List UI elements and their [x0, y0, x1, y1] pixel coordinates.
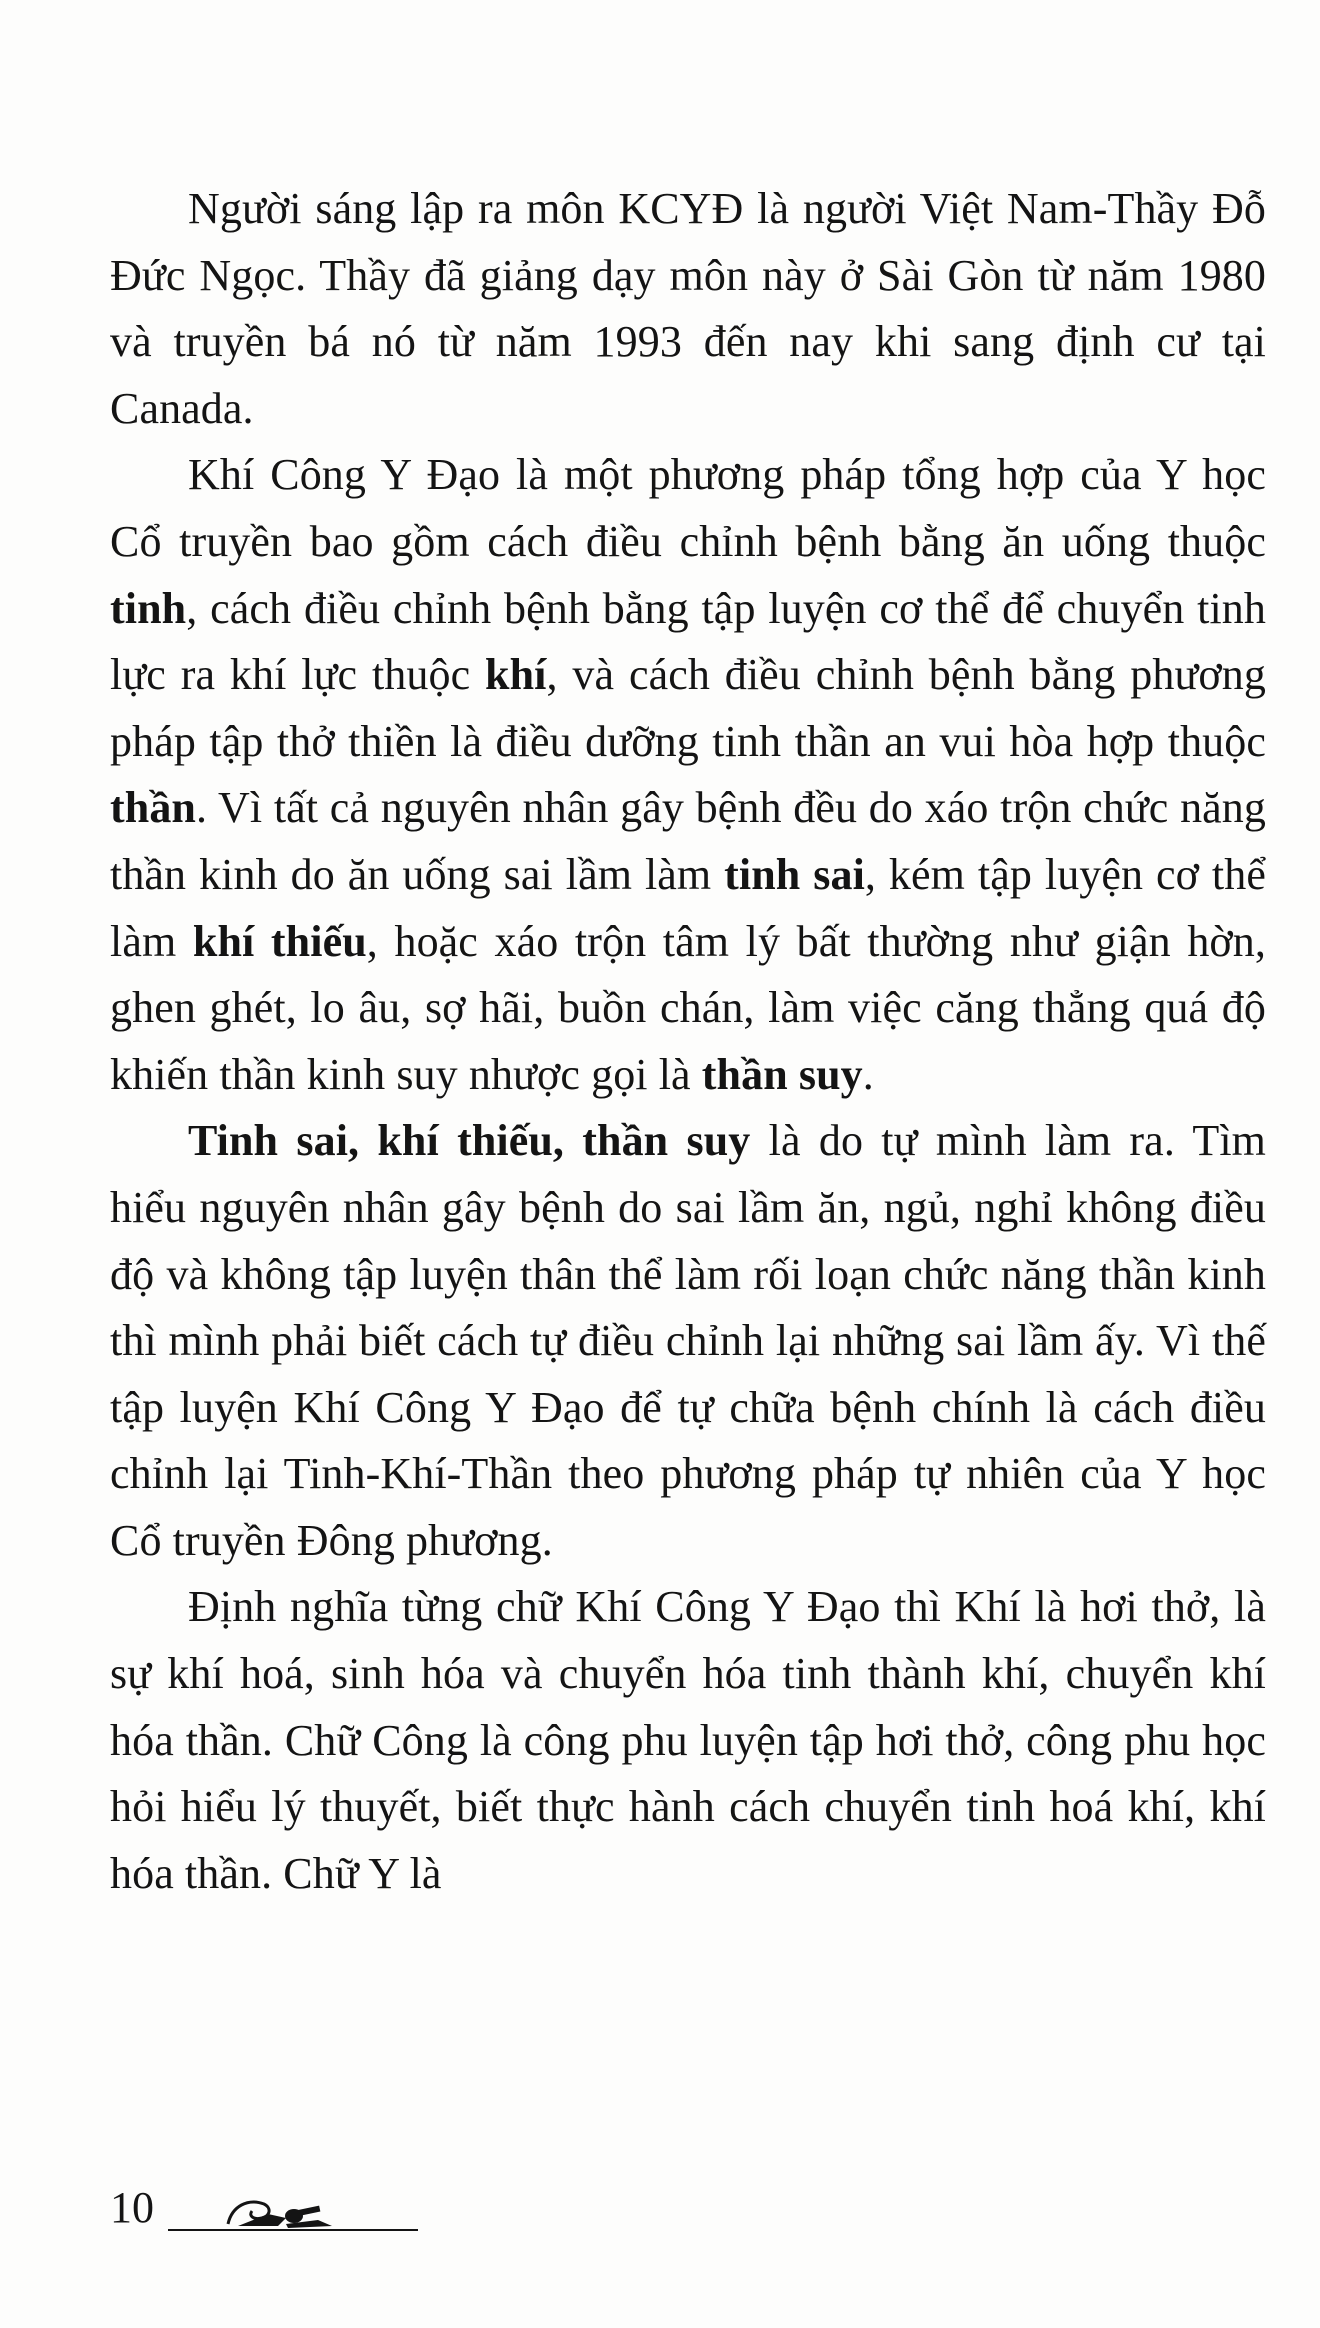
text-segment: Định nghĩa từng chữ Khí Công Y Đạo thì Khí là hơi thở, là sự khí hoá, sinh hóa và chuyển hóa tinh thành khí, chuyển khí hóa thần. Chữ Công là công phu luyện tập hơi thở, công phu học hỏi hiểu lý thuyết, biết thực hành cách chuyển tinh hoá khí, khí hóa thần. Chữ Y là: [110, 1582, 1266, 1898]
text-segment: là do tự mình làm ra. Tìm hiểu nguyên nhân gây bệnh do sai lầm ăn, ngủ, nghỉ không điều độ và không tập luyện thân thể làm rối loạn chức năng thần kinh thì mình phải biết cách tự điều chỉnh lại những sai lầm ấy. Vì thế tập luyện Khí Công Y Đạo để tự chữa bệnh chính là cách điều chỉnh lại Tinh-Khí-Thần theo phương pháp tự nhiên của Y học Cổ truyền Đông phương.: [110, 1116, 1266, 1565]
bold-term: khí thiếu: [192, 916, 367, 966]
paragraph: [110, 176, 1266, 442]
bold-term: tinh: [110, 583, 187, 633]
paragraph: [110, 442, 1266, 1108]
paragraph: [110, 1108, 1266, 1574]
text-segment: , và cách điều chỉnh bệnh bằng phương pháp tập thở thiền là điều dưỡng tinh thần an vui hòa hợp thuộc: [110, 650, 1266, 766]
page-number: 10: [110, 2183, 154, 2232]
bold-term: thần suy: [701, 1049, 863, 1099]
page-footer: [110, 2180, 410, 2260]
paragraph: [110, 1574, 1266, 1907]
bold-term: tinh sai: [724, 849, 865, 899]
text-segment: . Vì tất cả nguyên nhân gây bệnh đều do xáo trộn chức năng thần kinh do ăn uống sai lầm làm: [110, 783, 1266, 899]
bold-term: khí: [485, 650, 547, 700]
text-segment: , kém tập luyện cơ thể làm: [110, 849, 1266, 966]
body-text: [110, 176, 1266, 1907]
text-segment: .: [862, 1049, 874, 1099]
text-segment: Khí Công Y Đạo là một phương pháp tổng hợp của Y học Cổ truyền bao gồm cách điều chỉnh bệnh bằng ăn uống thuộc: [110, 450, 1266, 566]
text-segment: Người sáng lập ra môn KCYĐ là người Việt Nam-Thầy Đỗ Đức Ngọc. Thầy đã giảng dạy môn này ở Sài Gòn từ năm 1980 và truyền bá nó từ năm 1993 đến nay khi sang định cư tại Canada.: [110, 184, 1266, 433]
bold-term: thần: [110, 783, 196, 833]
text-segment: , hoặc xáo trộn tâm lý bất thường như giận hờn, ghen ghét, lo âu, sợ hãi, buồn chán, làm việc căng thẳng quá độ khiến thần kinh suy nhược gọi là: [110, 916, 1266, 1099]
reading-figure-ornament-icon: [168, 2184, 428, 2244]
text-segment: , cách điều chỉnh bệnh bằng tập luyện cơ thể để chuyển tinh lực ra khí lực thuộc: [110, 583, 1266, 700]
bold-term: Tinh sai, khí thiếu, thần suy: [188, 1116, 751, 1166]
